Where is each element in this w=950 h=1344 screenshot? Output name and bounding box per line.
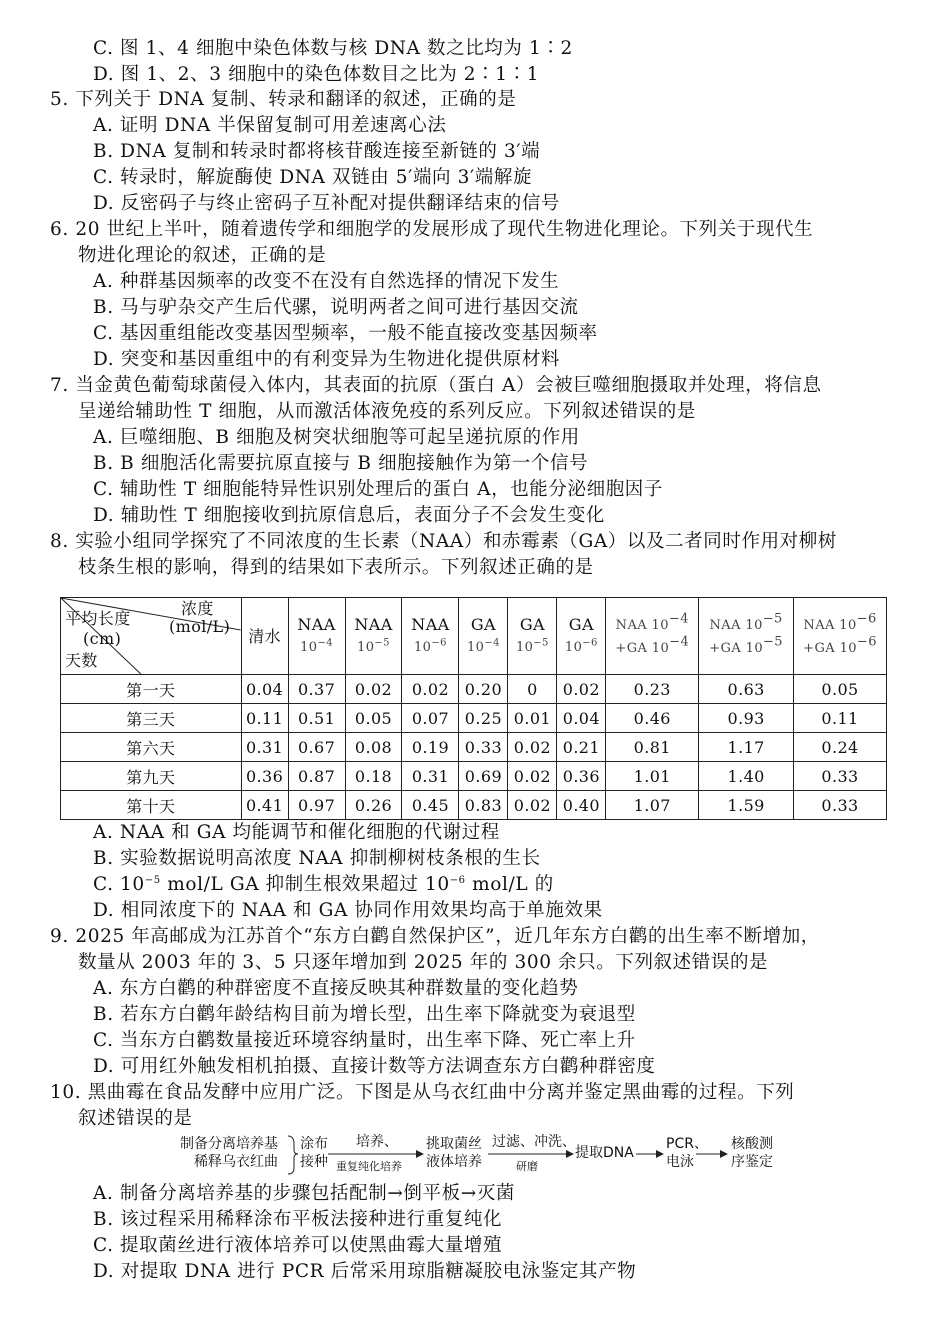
header-label: +GA 10 <box>615 641 670 656</box>
option-text: B. 该过程采用稀释涂布平板法接种进行重复纯化 <box>93 1209 503 1230</box>
value-cell: 1.07 <box>606 791 699 820</box>
value-cell: 0.31 <box>402 762 459 791</box>
header-water <box>241 598 288 675</box>
header-base: 10 <box>300 640 318 655</box>
header-conc <box>466 637 500 655</box>
option-text: D. 突变和基因重组中的有利变异为生物进化提供原材料 <box>93 349 561 370</box>
option-text: B. 马与驴杂交产生后代骡，说明两者之间可进行基因交流 <box>93 297 579 318</box>
header-exp: −4 <box>668 611 689 627</box>
value-cell: 0.11 <box>241 704 288 733</box>
option-text: A. 巨噬细胞、B 细胞及树突状细胞等可起呈递抗原的作用 <box>93 427 580 448</box>
day-cell: 第三天 <box>61 704 242 733</box>
value-cell: 0.07 <box>402 704 459 733</box>
value-cell: 1.17 <box>699 733 794 762</box>
header-base: 10 <box>414 640 432 655</box>
value-cell: 0.36 <box>557 762 606 791</box>
header-conc <box>515 637 549 655</box>
table-row <box>61 791 887 820</box>
value-cell: 0.02 <box>508 733 557 762</box>
day-cell: 第十天 <box>61 791 242 820</box>
header-ga-6 <box>557 598 606 675</box>
table-row <box>61 704 887 733</box>
value-cell: 0.26 <box>345 791 402 820</box>
header-exp: −4 <box>669 634 690 650</box>
value-cell: 0.01 <box>508 704 557 733</box>
value-cell: 0.67 <box>288 733 345 762</box>
value-cell: 0.04 <box>557 704 606 733</box>
header-exp: −6 <box>582 637 598 649</box>
option-text: A. 东方白鹳的种群密度不直接反映其种群数量的变化趋势 <box>93 978 579 999</box>
header-conc <box>564 637 598 655</box>
header-base: 10 <box>357 640 375 655</box>
question-9-cont: 数量从 2003 年的 3、5 只逐年增加到 2025 年的 300 余只。下列叙述错误的是 <box>78 952 769 973</box>
header-naa-6 <box>402 598 459 675</box>
option-text: B. B 细胞活化需要抗原直接与 B 细胞接触作为第一个信号 <box>93 453 589 474</box>
header-label: GA <box>470 615 496 634</box>
option-text: D. 反密码子与终止密码子互补配对提供翻译结束的信号 <box>93 193 561 214</box>
option-text: C. 当东方白鹳数量接近环境容纳量时，出生率下降、死亡率上升 <box>93 1030 636 1051</box>
header-label: +GA 10 <box>709 641 764 656</box>
header-label: GA <box>568 615 594 634</box>
day-cell: 第六天 <box>61 733 242 762</box>
header-label: 清水 <box>248 626 281 646</box>
header-exp: −6 <box>856 611 877 627</box>
value-cell: 0.02 <box>508 791 557 820</box>
value-cell: 0.11 <box>794 704 887 733</box>
option-text: B. DNA 复制和转录时都将核苷酸连接至新链的 3′端 <box>93 141 541 162</box>
corner-cm: (cm) <box>83 629 122 648</box>
option-text: C. 图 1、4 细胞中染色体数与核 DNA 数之比均为 1∶2 <box>93 38 573 59</box>
value-cell: 0.45 <box>402 791 459 820</box>
value-cell: 1.01 <box>606 762 699 791</box>
question-6-cont: 物进化理论的叙述，正确的是 <box>78 245 327 266</box>
value-cell: 0.05 <box>794 675 887 704</box>
header-base: 10 <box>515 640 534 655</box>
header-exp: −5 <box>762 611 783 627</box>
flow-step-sequencing: 核酸测 <box>731 1136 773 1152</box>
header-exp: −4 <box>317 637 333 649</box>
option-text: A. NAA 和 GA 均能调节和催化细胞的代谢过程 <box>93 822 500 843</box>
header-conc <box>357 637 390 655</box>
header-ga-4 <box>459 598 508 675</box>
value-cell: 0.21 <box>557 733 606 762</box>
corner-avg-length: 平均长度 <box>65 609 131 628</box>
header-naa-5 <box>345 598 402 675</box>
header-label: +GA 10 <box>803 641 857 656</box>
header-ga-5 <box>508 598 557 675</box>
value-cell: 0.37 <box>288 675 345 704</box>
corner-concentration: 浓度 <box>181 599 214 618</box>
header-base: 10 <box>564 640 583 655</box>
header-conc <box>300 637 333 655</box>
option-c-part: mol/L 的 <box>465 874 554 895</box>
header-naa-4 <box>288 598 345 675</box>
value-cell: 0.83 <box>459 791 508 820</box>
header-conc <box>414 637 447 655</box>
corner-unit: (mol/L) <box>169 617 231 636</box>
header-exp: −4 <box>484 637 500 649</box>
header-exp: −5 <box>533 637 549 649</box>
question-6: 6. 20 世纪上半叶，随着遗传学和细胞学的发展形成了现代生物进化理论。下列关于现代生 <box>50 219 814 240</box>
value-cell: 0.93 <box>699 704 794 733</box>
value-cell: 0.02 <box>557 675 606 704</box>
option-text: D. 可用红外触发相机拍摄、直接计数等方法调查东方白鹳种群密度 <box>93 1056 656 1077</box>
table-header-row <box>61 598 887 675</box>
header-exp: −5 <box>763 634 783 650</box>
header-label: NAA <box>354 615 393 634</box>
value-cell: 0.02 <box>402 675 459 704</box>
exponent: −6 <box>449 874 466 886</box>
flow-step-spread: 涂布 <box>300 1136 328 1152</box>
option-text: C. 辅助性 T 细胞能特异性识别处理后的蛋白 A，也能分泌细胞因子 <box>93 479 664 500</box>
question-7-cont: 呈递给辅助性 T 细胞，从而激活体液免疫的系列反应。下列叙述错误的是 <box>78 401 697 422</box>
value-cell: 0.51 <box>288 704 345 733</box>
day-cell: 第九天 <box>61 762 242 791</box>
table-body <box>61 675 887 820</box>
question-10-cont: 叙述错误的是 <box>78 1108 193 1129</box>
header-label: NAA <box>297 615 336 634</box>
table-row <box>61 733 887 762</box>
question-5: 5. 下列关于 DNA 复制、转录和翻译的叙述，正确的是 <box>50 89 517 110</box>
value-cell: 0.08 <box>345 733 402 762</box>
option-text: B. 若东方白鹳年龄结构目前为增长型，出生率下降就变为衰退型 <box>93 1004 636 1025</box>
header-mix-4 <box>606 598 699 675</box>
option-text: C. 提取菌丝进行液体培养可以使黑曲霉大量增殖 <box>93 1235 503 1256</box>
day-cell: 第一天 <box>61 675 242 704</box>
value-cell: 0.41 <box>241 791 288 820</box>
header-label: NAA 10 <box>709 618 763 633</box>
value-cell: 0.24 <box>794 733 887 762</box>
option-text: C. 基因重组能改变基因型频率，一般不能直接改变基因频率 <box>93 323 598 344</box>
exponent: −5 <box>144 874 161 886</box>
flow-arrow-label-purify: 重复纯化培养 <box>336 1160 402 1173</box>
option-text: A. 证明 DNA 半保留复制可用差速离心法 <box>93 115 447 136</box>
flow-step-inoculate: 接种 <box>300 1154 328 1170</box>
header-exp: −6 <box>856 634 877 650</box>
header-label: GA <box>519 615 545 634</box>
corner-days: 天数 <box>65 651 98 670</box>
value-cell: 0.36 <box>241 762 288 791</box>
header-mix-5 <box>699 598 794 675</box>
value-cell: 0.02 <box>345 675 402 704</box>
option-c-part: mol/L GA 抑制生根效果超过 10 <box>160 874 450 895</box>
value-cell: 0.31 <box>241 733 288 762</box>
flow-step-electrophoresis: 电泳 <box>666 1154 694 1170</box>
value-cell: 0.69 <box>459 762 508 791</box>
question-10: 10. 黑曲霉在食品发酵中应用广泛。下图是从乌衣红曲中分离并鉴定黑曲霉的过程。下列 <box>50 1082 795 1103</box>
question-8-cont: 枝条生根的影响，得到的结果如下表所示。下列叙述正确的是 <box>78 557 594 578</box>
process-flow-diagram <box>176 1132 786 1180</box>
flow-arrow-label-culture: 培养、 <box>356 1134 398 1150</box>
flow-step-extract-dna: 提取DNA <box>575 1145 634 1161</box>
option-text: D. 相同浓度下的 NAA 和 GA 协同作用效果均高于单施效果 <box>93 900 603 921</box>
value-cell: 0.19 <box>402 733 459 762</box>
value-cell: 0.20 <box>459 675 508 704</box>
value-cell: 0.33 <box>794 791 887 820</box>
flow-step-prepare: 制备分离培养基 <box>180 1136 278 1152</box>
value-cell: 0.23 <box>606 675 699 704</box>
question-7: 7. 当金黄色葡萄球菌侵入体内，其表面的抗原（蛋白 A）会被巨噬细胞摄取并处理，将信息 <box>50 375 822 396</box>
flow-arrow-label-grind: 研磨 <box>516 1160 538 1173</box>
header-base: 10 <box>466 640 485 655</box>
value-cell: 1.59 <box>699 791 794 820</box>
flow-step-dilute: 稀释乌衣红曲 <box>194 1154 278 1170</box>
value-cell: 0.87 <box>288 762 345 791</box>
value-cell: 0.02 <box>508 762 557 791</box>
flow-arrow-label-filter: 过滤、冲洗、 <box>492 1134 576 1150</box>
question-8: 8. 实验小组同学探究了不同浓度的生长素（NAA）和赤霉素（GA）以及二者同时作用对柳树 <box>50 531 837 552</box>
value-cell: 1.40 <box>699 762 794 791</box>
option-text: A. 制备分离培养基的步骤包括配制→倒平板→灭菌 <box>93 1183 516 1204</box>
option-text: B. 实验数据说明高浓度 NAA 抑制柳树枝条根的生长 <box>93 848 541 869</box>
value-cell: 0.40 <box>557 791 606 820</box>
header-label: NAA 10 <box>615 618 669 633</box>
value-cell: 0.04 <box>241 675 288 704</box>
option-c-part: C. 10 <box>93 874 145 895</box>
value-cell: 0.63 <box>699 675 794 704</box>
table-corner-cell <box>61 598 242 675</box>
flow-step-identify: 序鉴定 <box>731 1154 773 1170</box>
header-exp: −6 <box>431 637 447 649</box>
value-cell: 0.33 <box>794 762 887 791</box>
option-text: D. 对提取 DNA 进行 PCR 后常采用琼脂糖凝胶电泳鉴定其产物 <box>93 1261 637 1282</box>
flow-step-pcr: PCR、 <box>666 1136 708 1152</box>
value-cell: 0.05 <box>345 704 402 733</box>
flow-step-liquid: 液体培养 <box>426 1154 482 1170</box>
header-label: NAA 10 <box>803 618 857 633</box>
value-cell: 0 <box>508 675 557 704</box>
value-cell: 0.97 <box>288 791 345 820</box>
question-9: 9. 2025 年高邮成为江苏首个“东方白鹳自然保护区”，近几年东方白鹳的出生率不断增加， <box>50 926 820 947</box>
value-cell: 0.46 <box>606 704 699 733</box>
option-text <box>93 873 554 897</box>
header-mix-6 <box>794 598 887 675</box>
header-exp: −5 <box>374 637 390 649</box>
option-text: D. 图 1、2、3 细胞中的染色体数目之比为 2∶1∶1 <box>93 64 540 85</box>
value-cell: 0.33 <box>459 733 508 762</box>
value-cell: 0.81 <box>606 733 699 762</box>
option-text: D. 辅助性 T 细胞接收到抗原信息后，表面分子不会发生变化 <box>93 505 606 526</box>
option-text: C. 转录时，解旋酶使 DNA 双链由 5′端向 3′端解旋 <box>93 167 533 188</box>
header-label: NAA <box>411 615 450 634</box>
value-cell: 0.25 <box>459 704 508 733</box>
value-cell: 0.18 <box>345 762 402 791</box>
table-row <box>61 762 887 791</box>
flow-step-pick: 挑取菌丝 <box>426 1136 482 1152</box>
option-text: A. 种群基因频率的改变不在没有自然选择的情况下发生 <box>93 271 560 292</box>
data-table <box>60 597 887 820</box>
table-row <box>61 675 887 704</box>
